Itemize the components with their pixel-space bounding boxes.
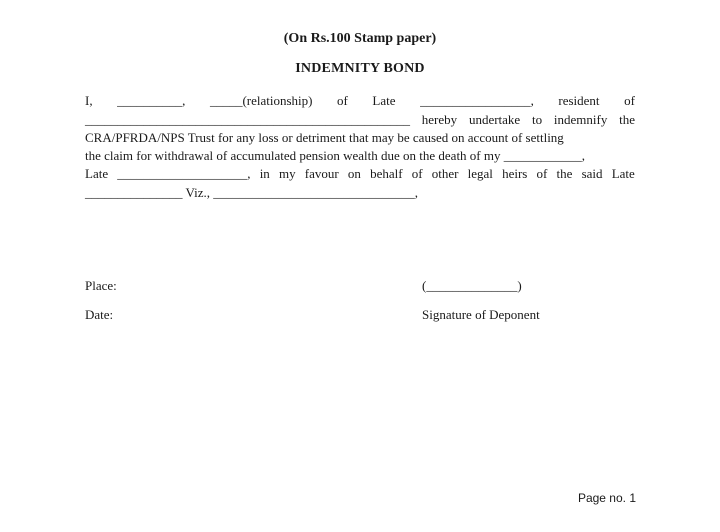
page-number: Page no. 1 (577, 491, 636, 505)
word: other (431, 166, 459, 181)
body-line-5 (85, 165, 635, 183)
word: undertake (468, 112, 521, 127)
word: Late (372, 93, 396, 108)
date-label: Date: (85, 307, 114, 322)
word: heirs (502, 166, 528, 181)
word: Late (85, 166, 109, 181)
word: of (536, 166, 548, 181)
word: resident (558, 93, 600, 108)
word: behalf (370, 166, 403, 181)
word: of (411, 166, 423, 181)
word: on (347, 166, 361, 181)
name-blank: __________, (117, 93, 186, 108)
signature-label: Signature of Deponent (422, 307, 540, 322)
word: my (278, 166, 296, 181)
stamp-paper-note: (On Rs.100 Stamp paper) (283, 31, 437, 46)
word: Late (611, 166, 635, 181)
deceased-name-blank: _________________, (420, 93, 534, 108)
word: to (531, 112, 543, 127)
body-line-3: CRA/PFRDA/NPS Trust for any loss or detriment that may be caused on account of settling (85, 130, 564, 145)
relationship-blank: _____(relationship) (209, 93, 313, 108)
body-line-4: the claim for withdrawal of accumulated pension wealth due on the death of my ____________, (85, 148, 585, 163)
word: said (581, 166, 603, 181)
body-line-2 (85, 111, 635, 129)
body-line-6: _______________ Viz., _______________________________, (85, 185, 419, 200)
address-blank: __________________________________________________ (85, 112, 410, 127)
word: indemnify (553, 112, 608, 127)
word: the (619, 112, 635, 127)
word: I, (85, 93, 93, 108)
word: hereby (421, 112, 458, 127)
body-line-1 (85, 92, 635, 110)
signature-blank: (______________) (422, 278, 522, 293)
word: in (259, 166, 270, 181)
word: of (337, 93, 348, 108)
word: legal (467, 166, 493, 181)
deceased-blank: ____________________, (117, 166, 251, 181)
place-label: Place: (85, 278, 117, 293)
document-title: INDEMNITY BOND (295, 61, 425, 76)
word: favour (304, 166, 339, 181)
word: of (624, 93, 635, 108)
word: the (556, 166, 573, 181)
